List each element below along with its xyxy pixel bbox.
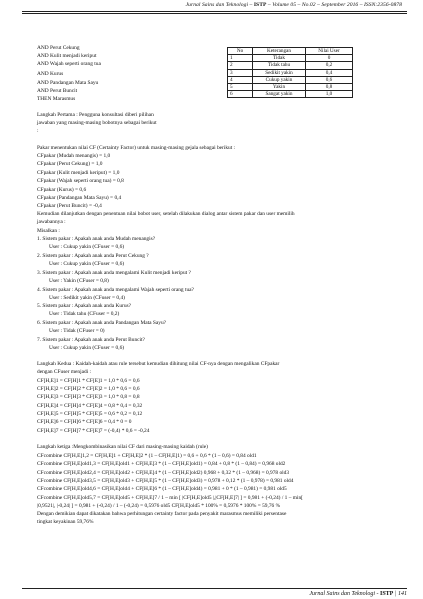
langkah2-line: Langkah Kedua : Kaidah-kaidah atau rule tersebut kemudian dihitung nilai CF-nya dengan mengalikan CFpakar bbox=[37, 361, 280, 367]
header-rule bbox=[22, 11, 407, 12]
cf-he-line: CF[H,E]1 = CF[H]1 * CF[E]1 = 1,0 * 0,6 = 0,6 bbox=[37, 378, 140, 384]
combine-line: CFcombine CF[H,E]1,2 = CF[H,E]1 + CF[H,E]2 * (1 – CF[H,E]1) = 0,6 + 0,6 * (1 – 0,6) = 0,84 old1 bbox=[37, 453, 257, 459]
cf-he-line: CF[H,E]3 = CF[H]3 * CF[E]3 = 1,0 * 0,8 = 0,8 bbox=[37, 394, 140, 400]
rule-line: AND Wajah seperti orang tua bbox=[37, 61, 101, 67]
dialog-intro: jawabannya : bbox=[37, 219, 66, 225]
footer-brand: ISTP bbox=[380, 591, 394, 597]
cf-pakar-line: CFpakar (Pandangan Mata Sayu) = 0,4 bbox=[37, 195, 122, 201]
langkah1-line: jawaban yang masing-masing bobotnya sebagai berikut bbox=[37, 120, 157, 126]
dialog-answer: User : Tidak tahu (CFuser = 0,2) bbox=[49, 311, 120, 317]
conclusion-line: tingkat keyakinan 59,76% bbox=[37, 519, 94, 525]
dialog-question: 4. Sistem pakar : Apakah anak anda mengalami Wajah seperti orang tua? bbox=[37, 287, 194, 293]
journal-footer bbox=[22, 591, 407, 597]
rule-line: AND Pandangan Mata Sayu bbox=[37, 80, 99, 86]
table-cell: 0,4 bbox=[306, 69, 353, 76]
header-rule-2 bbox=[22, 13, 407, 14]
combine-line: CFcombine CF[H,E]old4,6 = CF[H,E]old4 + CF[H,E]6 * (1 – CF[H,E]old4) = 0,981 + 0 * (1 – 0,981) = 0,981 old5 bbox=[37, 486, 287, 492]
dialog-answer: User : Cukup yakin (CFuser = 0,6) bbox=[49, 244, 125, 250]
dialog-question: 5. Sistem pakar : Apakah anak anda Kurus? bbox=[37, 303, 132, 309]
dialog-answer: User : Sedikit yakin (CFuser = 0,4) bbox=[49, 295, 125, 301]
langkah1-line: : bbox=[37, 128, 39, 134]
rule-line: AND Perut Cekung bbox=[37, 45, 80, 51]
table-cell: 1,0 bbox=[306, 91, 353, 98]
cf-he-line: CF[H,E]7 = CF[H]7 * CF[E]7 = (-0,4) * 0,6 = -0,24 bbox=[37, 428, 150, 434]
table-cell: 0,2 bbox=[306, 62, 353, 69]
pakar-intro: Pakar menentukan nilai CF (Certainty Factor) untuk masing-masing gejala sebagai berikut : bbox=[37, 145, 236, 151]
rule-line: AND Perut Buncit bbox=[37, 88, 78, 94]
table-cell: 4 bbox=[228, 76, 253, 83]
combine-line: CFcombine CF[H,E]old2,4 = CF[H,E]old2 + CF[H,E]4 * (1 – CF[H,E]old2) 0,968 + 0,32 * (1 – 0,968) = 0,978 old3 bbox=[37, 470, 290, 476]
table-cell: Cukup yakin bbox=[253, 76, 306, 83]
rule-line: AND Kurus bbox=[37, 71, 64, 77]
combine-line: |0,9521|, |-0,24| ] = 0,981 + (-0,24) / 1 – (-0,24) = 0,5976 old5 CF[H,E]old5 * 100% = 0,5976 * 100% = 59,76 % bbox=[37, 503, 281, 509]
combine-line: CFcombine CF[H,E]old1,3 = CF[H,E]old1 + CF[H,E]3 * (1 – CF[H,E]old1) = 0,84 + 0,8 * (1 – 0,84) = 0,968 old2 bbox=[37, 461, 286, 467]
table-row bbox=[228, 69, 353, 76]
cf-pakar-line: CFpakar (Perut Buncit) = -0,4 bbox=[37, 203, 102, 209]
table-cell: Sangat yakin bbox=[253, 91, 306, 98]
combine-line: CFcombine CF[H,E]old5,7 = CF[H,E]old5 + CF[H,E]7 / 1 – min [ |CF[H,E]old5 |,|CF[H,E]7| ] = 0,981 + (-0,24) / 1 – min[ bbox=[37, 495, 303, 501]
langkah3-line: Langkah ketiga :Mengkombinasikan nilai CF dari masing-masing kaidah (rule) bbox=[37, 444, 208, 450]
dialog-question: 3. Sistem pakar : Apakah anak anda mengalami Kulit menjadi keriput ? bbox=[37, 270, 191, 276]
langkah2-line: dengan CFuser menjadi : bbox=[37, 369, 92, 375]
page-number: | 141 bbox=[394, 591, 407, 597]
table-cell: 6 bbox=[228, 91, 253, 98]
dialog-question: 7. Sistem pakar : Apakah anak anda Perut Buncit? bbox=[37, 337, 145, 343]
table-cell: 3 bbox=[228, 69, 253, 76]
conclusion-line: Dengan demikian dapat dikatakan bahwa perhitungan certainty factor pada penyakit marasmus memiliki persentase bbox=[37, 511, 287, 517]
dialog-answer: User : Tidak (CFuser = 0) bbox=[49, 328, 105, 334]
footer-journal: Jurnal Sains dan Teknologi - bbox=[309, 591, 379, 597]
cf-pakar-line: CFpakar (Perut Cekung) = 1,0 bbox=[37, 161, 103, 167]
footer-rule bbox=[22, 588, 407, 589]
dialog-answer: User : Cukup yakin (CFuser = 0,6) bbox=[49, 261, 125, 267]
table-row bbox=[228, 91, 353, 98]
table-row bbox=[228, 55, 353, 62]
table-cell: Tidak bbox=[253, 55, 306, 62]
dialog-intro: Kemudian dilanjutkan dengan penentuan nilai bobot user, setelah dilakukan dialog antar sistem pakar dan user memilih bbox=[37, 211, 295, 217]
langkah1-line: Langkah Pertama : Pengguna konsultasi diberi pilihan bbox=[37, 112, 154, 118]
dialog-question: 2. Sistem pakar : Apakah anak anda Perut Cekung ? bbox=[37, 253, 149, 259]
table-cell: Sedikit yakin bbox=[253, 69, 306, 76]
table-cell: 5 bbox=[228, 84, 253, 91]
rule-line: AND Kulit menjadi keriput bbox=[37, 53, 97, 59]
table-header-cell: Keterangan bbox=[253, 48, 306, 55]
rule-line: THEN Marasmus bbox=[37, 96, 76, 102]
cf-he-line: CF[H,E]6 = CF[H]6 * CF[E]6 = 0,4 * 0 = 0 bbox=[37, 419, 132, 425]
dialog-question: 1. Sistem pakar : Apakah anak anda Mudah menangis? bbox=[37, 236, 156, 242]
table-cell: 0,8 bbox=[306, 84, 353, 91]
table-header-cell: No bbox=[228, 48, 253, 55]
table-cell: Yakin bbox=[253, 84, 306, 91]
table-cell: 1 bbox=[228, 55, 253, 62]
header-issue: – Volume 05 – No.02 – September 2016 – ISSN:2356-0878 bbox=[267, 2, 402, 8]
table-header-row bbox=[228, 48, 353, 55]
header-journal: Jurnal Sains dan Teknologi – bbox=[185, 2, 253, 8]
combine-line: CFcombine CF[H,E]old3,5 = CF[H,E]old3 + CF[H,E]5 * (1 – CF[H,E]old3) = 0,978 + 0,12 * (1 – 0,978) = 0,981 old4 bbox=[37, 478, 294, 484]
dialog-answer: User : Yakin (CFuser = 0,8) bbox=[49, 278, 109, 284]
table-header-cell: Nilai User bbox=[306, 48, 353, 55]
journal-header bbox=[22, 2, 402, 8]
cf-he-line: CF[H,E]4 = CF[H]4 * CF[E]4 = 0,8 * 0,4 = 0,32 bbox=[37, 403, 143, 409]
header-brand: ISTP bbox=[253, 2, 267, 8]
table-cell: 0,6 bbox=[306, 76, 353, 83]
table-cell: 0 bbox=[306, 55, 353, 62]
table-cell: Tidak tahu bbox=[253, 62, 306, 69]
table-row bbox=[228, 62, 353, 69]
cf-he-line: CF[H,E]5 = CF[H]5 * CF[E]5 = 0,6 * 0,2 = 0,12 bbox=[37, 411, 143, 417]
cf-pakar-line: CFpakar (Mudah menangis) = 1,0 bbox=[37, 153, 111, 159]
dialog-question: 6. Sistem pakar : Apakah anak anda Pandangan Mata Sayu? bbox=[37, 320, 167, 326]
cf-pakar-line: CFpakar (Wajah seperti orang tua) = 0,8 bbox=[37, 178, 124, 184]
cf-user-table bbox=[227, 47, 353, 98]
table-row bbox=[228, 84, 353, 91]
cf-pakar-line: CFpakar (Kulit menjadi keriput) = 1,0 bbox=[37, 170, 120, 176]
cf-he-line: CF[H,E]2 = CF[H]2 * CF[E]2 = 1,0 * 0,6 = 0,6 bbox=[37, 386, 140, 392]
cf-pakar-line: CFpakar (Kurus) = 0,6 bbox=[37, 187, 87, 193]
dialog-answer: User : Cukup yakin (CFuser = 0,6) bbox=[49, 345, 125, 351]
misalkan-label: Misalkan : bbox=[37, 228, 60, 234]
table-row bbox=[228, 76, 353, 83]
table-cell: 2 bbox=[228, 62, 253, 69]
